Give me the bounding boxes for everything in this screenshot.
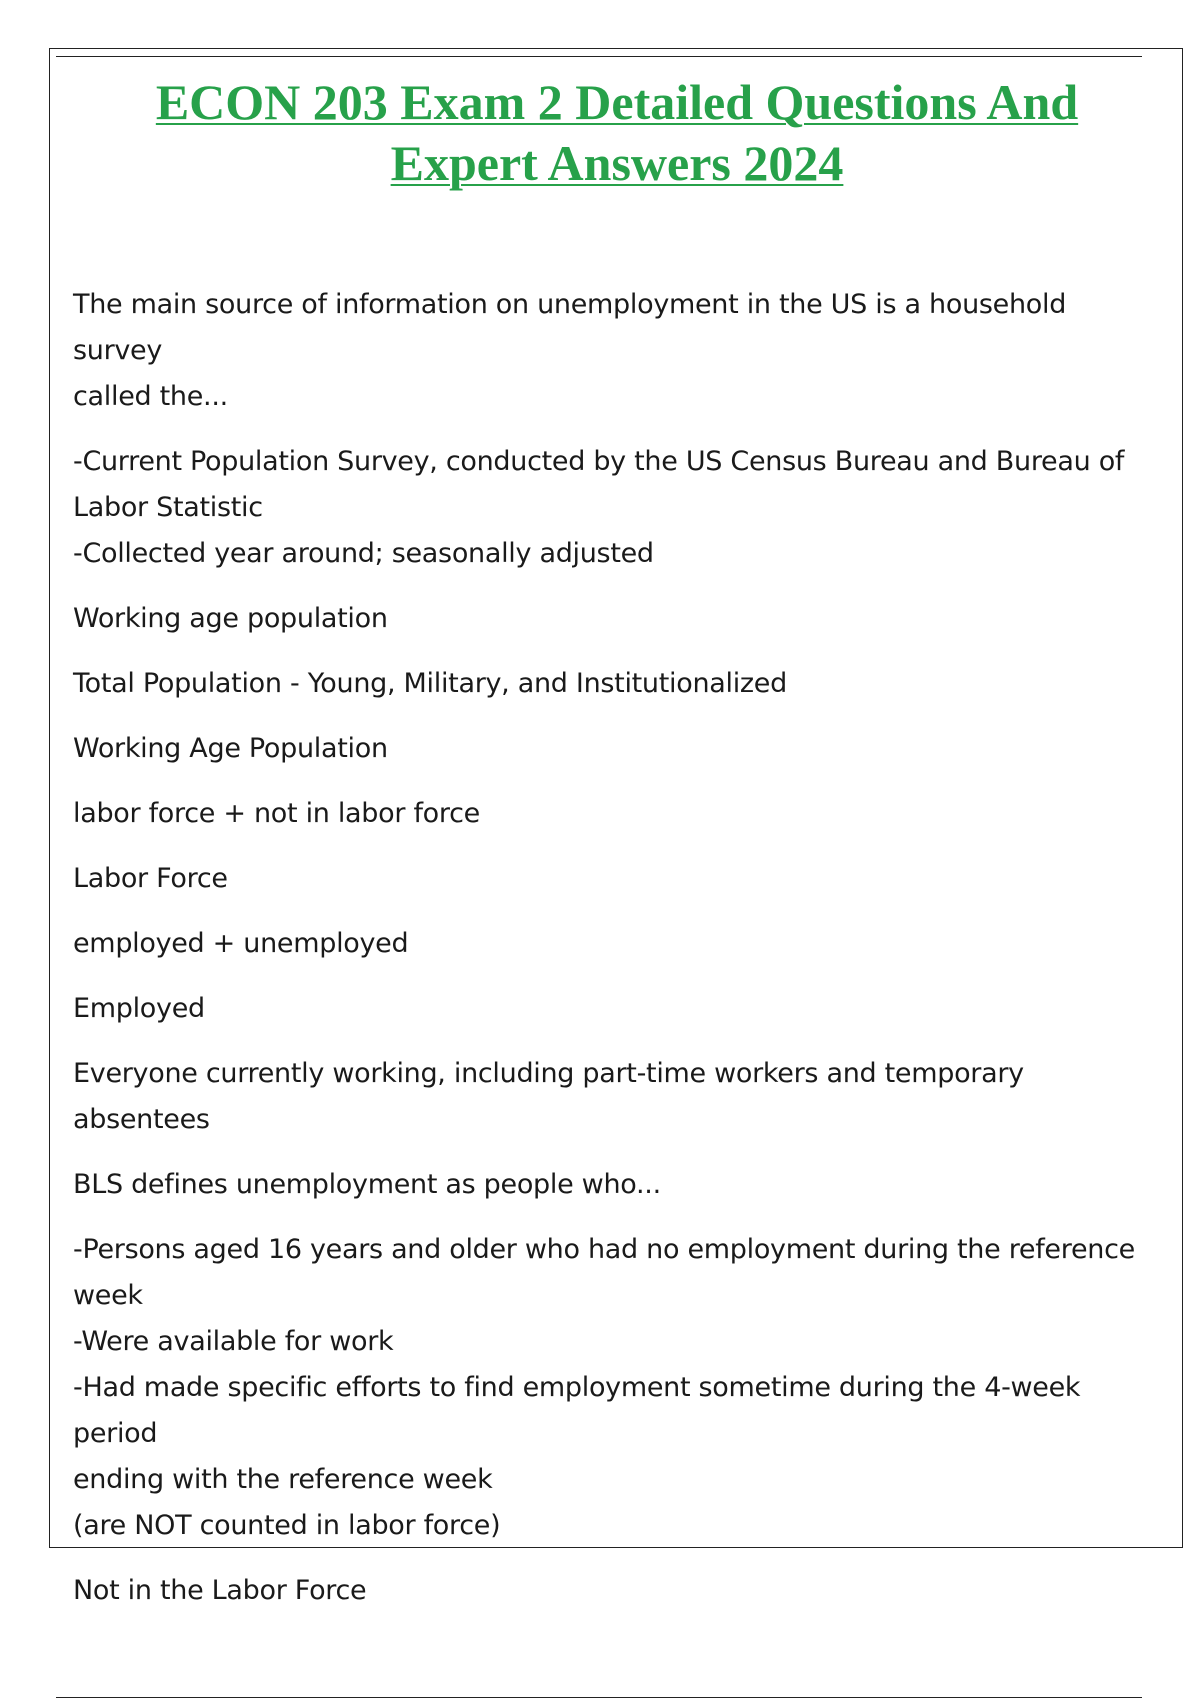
text-line: Working Age Population <box>73 733 388 764</box>
text-line: week <box>73 1280 143 1311</box>
text-line: Total Population - Young, Military, and Institutionalized <box>73 668 787 699</box>
question-paragraph <box>73 856 1163 902</box>
answer-paragraph <box>73 439 1163 577</box>
question-paragraph <box>73 1162 1163 1208</box>
text-line: Working age population <box>73 603 388 634</box>
title-line-2: Expert Answers 2024 <box>390 135 844 191</box>
text-line: employed + unemployed <box>73 928 409 959</box>
bottom-rule <box>56 1697 1142 1698</box>
text-line: -Collected year around; seasonally adjusted <box>73 538 654 569</box>
text-line: labor force + not in labor force <box>73 798 480 829</box>
question-paragraph <box>73 726 1163 772</box>
answer-paragraph <box>73 921 1163 967</box>
text-line: ending with the reference week <box>73 1464 493 1495</box>
top-rule <box>56 56 1142 57</box>
question-paragraph <box>73 986 1163 1032</box>
text-line: (are NOT counted in labor force) <box>73 1510 501 1541</box>
text-line: Employed <box>73 993 205 1024</box>
text-line: Labor Statistic <box>73 492 263 523</box>
flashcard-content <box>73 282 1163 1633</box>
text-line: -Had made specific efforts to find employment sometime during the 4-week period <box>73 1372 1081 1449</box>
text-line: called the... <box>73 381 228 412</box>
question-paragraph <box>73 1568 1163 1614</box>
text-line: -Persons aged 16 years and older who had no employment during the reference <box>73 1234 1135 1265</box>
text-line: The main source of information on unemployment in the US is a household survey <box>73 289 1067 366</box>
answer-paragraph <box>73 1227 1163 1549</box>
text-line: Everyone currently working, including part-time workers and temporary absentees <box>73 1058 1024 1135</box>
title-line-1: ECON 203 Exam 2 Detailed Questions And <box>155 74 1079 130</box>
question-paragraph <box>73 596 1163 642</box>
document-title <box>60 72 1174 194</box>
answer-paragraph <box>73 661 1163 707</box>
answer-paragraph <box>73 791 1163 837</box>
question-paragraph <box>73 282 1163 420</box>
text-line: -Were available for work <box>73 1326 394 1357</box>
answer-paragraph <box>73 1051 1163 1143</box>
text-line: -Current Population Survey, conducted by the US Census Bureau and Bureau of <box>73 446 1125 477</box>
text-line: Labor Force <box>73 863 228 894</box>
text-line: BLS defines unemployment as people who... <box>73 1169 661 1200</box>
text-line: Not in the Labor Force <box>73 1575 367 1606</box>
